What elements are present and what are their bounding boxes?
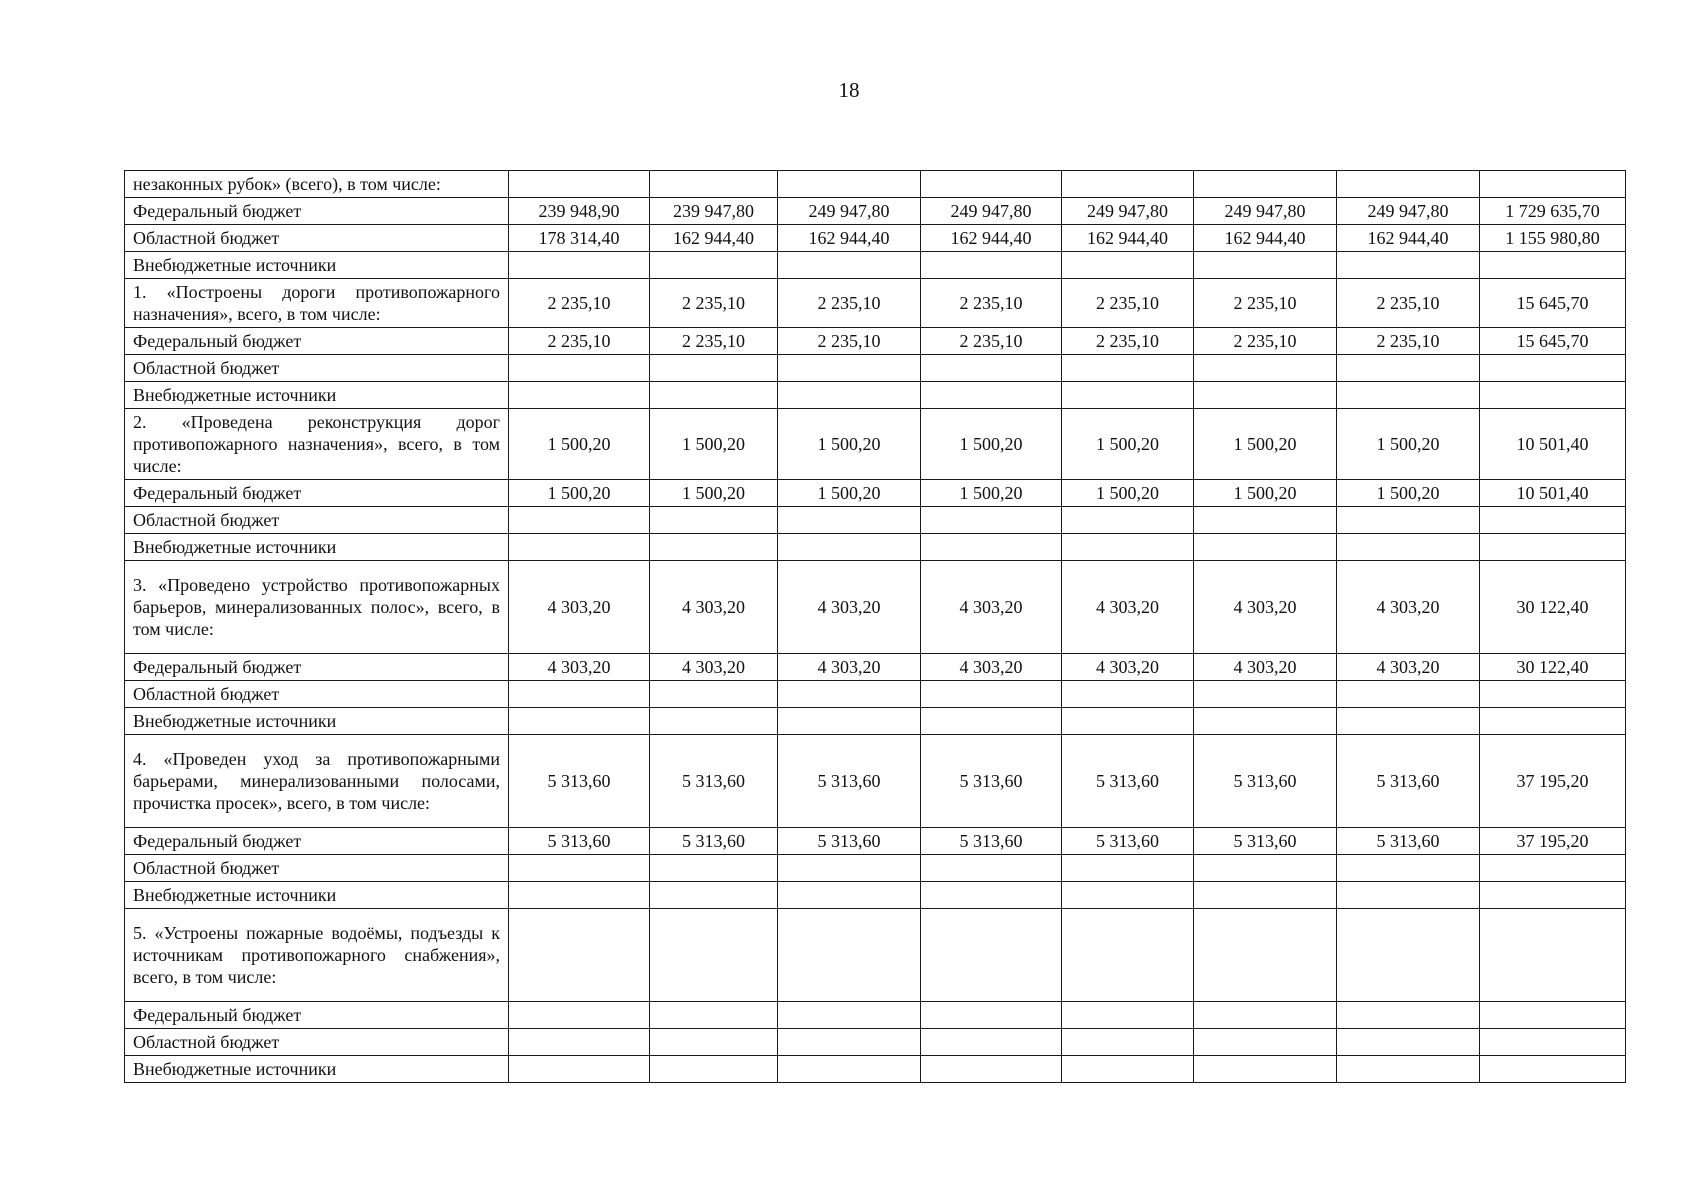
value-cell <box>1480 534 1626 561</box>
value-cell: 2 235,10 <box>509 328 650 355</box>
value-cell: 249 947,80 <box>1062 198 1194 225</box>
row-label: Внебюджетные источники <box>125 708 509 735</box>
value-cell <box>921 171 1062 198</box>
value-cell: 4 303,20 <box>650 654 778 681</box>
value-cell <box>1480 252 1626 279</box>
value-cell <box>509 534 650 561</box>
value-cell <box>650 1056 778 1083</box>
value-cell: 249 947,80 <box>1194 198 1337 225</box>
value-cell <box>778 507 921 534</box>
value-cell: 2 235,10 <box>1194 328 1337 355</box>
value-cell <box>1194 1002 1337 1029</box>
value-cell: 2 235,10 <box>1194 279 1337 328</box>
value-cell: 4 303,20 <box>650 561 778 654</box>
value-cell: 1 500,20 <box>921 480 1062 507</box>
value-cell <box>1194 382 1337 409</box>
value-cell: 162 944,40 <box>650 225 778 252</box>
value-cell: 1 500,20 <box>1062 480 1194 507</box>
value-cell: 2 235,10 <box>650 279 778 328</box>
value-cell <box>921 252 1062 279</box>
table-row <box>125 328 1626 355</box>
value-cell: 239 948,90 <box>509 198 650 225</box>
value-cell <box>1480 507 1626 534</box>
value-cell <box>1337 1002 1480 1029</box>
value-cell: 4 303,20 <box>778 561 921 654</box>
value-cell: 2 235,10 <box>921 279 1062 328</box>
row-label: Федеральный бюджет <box>125 1002 509 1029</box>
value-cell <box>1194 1056 1337 1083</box>
value-cell <box>1194 882 1337 909</box>
value-cell <box>650 681 778 708</box>
value-cell <box>509 507 650 534</box>
value-cell <box>1062 708 1194 735</box>
value-cell: 2 235,10 <box>1062 279 1194 328</box>
page-number: 18 <box>838 78 860 102</box>
value-cell <box>1337 882 1480 909</box>
value-cell <box>650 1002 778 1029</box>
row-label: Федеральный бюджет <box>125 198 509 225</box>
value-cell <box>509 252 650 279</box>
value-cell <box>1062 1029 1194 1056</box>
value-cell <box>1480 382 1626 409</box>
value-cell <box>1194 355 1337 382</box>
value-cell: 5 313,60 <box>509 735 650 828</box>
value-cell: 5 313,60 <box>1062 828 1194 855</box>
value-cell: 2 235,10 <box>778 328 921 355</box>
row-label: Областной бюджет <box>125 1029 509 1056</box>
row-label: Внебюджетные источники <box>125 382 509 409</box>
value-cell: 5 313,60 <box>1337 828 1480 855</box>
value-cell <box>509 355 650 382</box>
row-label: Внебюджетные источники <box>125 882 509 909</box>
value-cell <box>1480 855 1626 882</box>
row-label: незаконных рубок» (всего), в том числе: <box>125 171 509 198</box>
value-cell: 162 944,40 <box>1062 225 1194 252</box>
value-cell: 5 313,60 <box>1062 735 1194 828</box>
value-cell: 4 303,20 <box>509 561 650 654</box>
value-cell <box>1194 708 1337 735</box>
table-row <box>125 480 1626 507</box>
row-label: Областной бюджет <box>125 225 509 252</box>
table-row <box>125 507 1626 534</box>
value-cell: 1 729 635,70 <box>1480 198 1626 225</box>
value-cell: 15 645,70 <box>1480 279 1626 328</box>
value-cell <box>1194 534 1337 561</box>
table-row <box>125 882 1626 909</box>
value-cell: 1 500,20 <box>778 480 921 507</box>
value-cell <box>778 252 921 279</box>
row-label: 4. «Проведен уход за противопожарными барьерами, минерализованными полосами, прочистка просек», всего, в том числе: <box>125 735 509 828</box>
value-cell: 1 500,20 <box>1194 409 1337 480</box>
value-cell: 5 313,60 <box>921 735 1062 828</box>
table-row <box>125 654 1626 681</box>
value-cell: 2 235,10 <box>1337 279 1480 328</box>
value-cell <box>1337 1029 1480 1056</box>
value-cell <box>1194 252 1337 279</box>
row-label: Федеральный бюджет <box>125 828 509 855</box>
value-cell: 37 195,20 <box>1480 735 1626 828</box>
value-cell: 249 947,80 <box>921 198 1062 225</box>
value-cell: 4 303,20 <box>1062 561 1194 654</box>
value-cell <box>1194 909 1337 1002</box>
value-cell <box>921 708 1062 735</box>
value-cell: 5 313,60 <box>1194 735 1337 828</box>
table-row <box>125 198 1626 225</box>
value-cell <box>921 507 1062 534</box>
value-cell <box>1480 882 1626 909</box>
value-cell <box>778 909 921 1002</box>
value-cell <box>921 909 1062 1002</box>
value-cell <box>1480 1056 1626 1083</box>
value-cell <box>1062 1002 1194 1029</box>
value-cell: 1 500,20 <box>509 409 650 480</box>
table-row <box>125 279 1626 328</box>
value-cell <box>650 171 778 198</box>
value-cell <box>1062 855 1194 882</box>
value-cell <box>1337 681 1480 708</box>
value-cell: 2 235,10 <box>921 328 1062 355</box>
table-row <box>125 735 1626 828</box>
value-cell: 5 313,60 <box>921 828 1062 855</box>
table-row <box>125 828 1626 855</box>
value-cell <box>1337 171 1480 198</box>
value-cell: 162 944,40 <box>921 225 1062 252</box>
value-cell: 1 500,20 <box>1062 409 1194 480</box>
table-row <box>125 225 1626 252</box>
value-cell: 4 303,20 <box>1337 561 1480 654</box>
value-cell: 5 313,60 <box>650 735 778 828</box>
value-cell: 4 303,20 <box>778 654 921 681</box>
value-cell <box>509 171 650 198</box>
value-cell <box>509 855 650 882</box>
value-cell <box>509 1029 650 1056</box>
value-cell <box>1062 171 1194 198</box>
value-cell <box>778 355 921 382</box>
value-cell: 5 313,60 <box>778 828 921 855</box>
row-label: Областной бюджет <box>125 355 509 382</box>
row-label: Федеральный бюджет <box>125 480 509 507</box>
value-cell <box>1194 855 1337 882</box>
value-cell: 239 947,80 <box>650 198 778 225</box>
table-row <box>125 855 1626 882</box>
value-cell <box>1062 355 1194 382</box>
value-cell: 2 235,10 <box>650 328 778 355</box>
value-cell: 1 500,20 <box>509 480 650 507</box>
value-cell <box>1480 681 1626 708</box>
value-cell: 15 645,70 <box>1480 328 1626 355</box>
value-cell: 5 313,60 <box>778 735 921 828</box>
value-cell <box>1480 171 1626 198</box>
value-cell <box>1062 507 1194 534</box>
value-cell <box>921 882 1062 909</box>
value-cell: 30 122,40 <box>1480 654 1626 681</box>
row-label: Федеральный бюджет <box>125 654 509 681</box>
value-cell: 2 235,10 <box>1337 328 1480 355</box>
value-cell: 4 303,20 <box>1062 654 1194 681</box>
value-cell <box>921 1029 1062 1056</box>
row-label: 1. «Построены дороги противопожарного назначения», всего, в том числе: <box>125 279 509 328</box>
value-cell: 5 313,60 <box>650 828 778 855</box>
value-cell <box>1337 534 1480 561</box>
value-cell <box>921 355 1062 382</box>
value-cell <box>1194 681 1337 708</box>
value-cell <box>1480 708 1626 735</box>
value-cell <box>1337 382 1480 409</box>
value-cell: 2 235,10 <box>778 279 921 328</box>
value-cell <box>778 882 921 909</box>
value-cell <box>778 1002 921 1029</box>
value-cell <box>1337 507 1480 534</box>
value-cell <box>1062 534 1194 561</box>
value-cell: 1 500,20 <box>650 409 778 480</box>
value-cell: 4 303,20 <box>1194 561 1337 654</box>
value-cell <box>650 507 778 534</box>
value-cell: 4 303,20 <box>509 654 650 681</box>
row-label: Федеральный бюджет <box>125 328 509 355</box>
value-cell: 1 500,20 <box>1337 480 1480 507</box>
value-cell <box>778 382 921 409</box>
value-cell <box>1062 882 1194 909</box>
value-cell: 5 313,60 <box>1337 735 1480 828</box>
value-cell <box>1337 909 1480 1002</box>
value-cell: 1 500,20 <box>778 409 921 480</box>
value-cell: 162 944,40 <box>1194 225 1337 252</box>
value-cell <box>650 1029 778 1056</box>
value-cell <box>1194 507 1337 534</box>
value-cell: 2 235,10 <box>509 279 650 328</box>
value-cell <box>1480 909 1626 1002</box>
value-cell <box>650 882 778 909</box>
value-cell: 162 944,40 <box>1337 225 1480 252</box>
value-cell: 5 313,60 <box>1194 828 1337 855</box>
value-cell: 1 155 980,80 <box>1480 225 1626 252</box>
value-cell <box>1062 681 1194 708</box>
value-cell <box>1337 252 1480 279</box>
table-row <box>125 1002 1626 1029</box>
row-label: Внебюджетные источники <box>125 534 509 561</box>
table-row <box>125 909 1626 1002</box>
table-row <box>125 382 1626 409</box>
value-cell <box>1337 1056 1480 1083</box>
table-row <box>125 681 1626 708</box>
value-cell: 162 944,40 <box>778 225 921 252</box>
value-cell <box>509 382 650 409</box>
row-label: 3. «Проведено устройство противопожарных барьеров, минерализованных полос», всего, в том числе: <box>125 561 509 654</box>
value-cell <box>509 882 650 909</box>
row-label: Областной бюджет <box>125 507 509 534</box>
value-cell: 1 500,20 <box>1337 409 1480 480</box>
value-cell <box>921 534 1062 561</box>
value-cell <box>1337 855 1480 882</box>
value-cell: 4 303,20 <box>921 654 1062 681</box>
table-row <box>125 355 1626 382</box>
value-cell <box>778 534 921 561</box>
value-cell <box>778 1056 921 1083</box>
table-row <box>125 171 1626 198</box>
value-cell: 10 501,40 <box>1480 480 1626 507</box>
value-cell <box>509 708 650 735</box>
value-cell <box>921 1002 1062 1029</box>
value-cell <box>778 681 921 708</box>
value-cell <box>1062 909 1194 1002</box>
value-cell <box>509 909 650 1002</box>
budget-table-body <box>125 171 1626 1083</box>
table-row <box>125 1056 1626 1083</box>
value-cell: 1 500,20 <box>921 409 1062 480</box>
value-cell <box>921 382 1062 409</box>
table-row <box>125 1029 1626 1056</box>
table-row <box>125 252 1626 279</box>
value-cell: 30 122,40 <box>1480 561 1626 654</box>
value-cell <box>509 1002 650 1029</box>
value-cell: 5 313,60 <box>509 828 650 855</box>
value-cell: 10 501,40 <box>1480 409 1626 480</box>
value-cell <box>509 1056 650 1083</box>
value-cell <box>921 681 1062 708</box>
value-cell <box>1194 171 1337 198</box>
value-cell <box>921 1056 1062 1083</box>
value-cell <box>650 382 778 409</box>
value-cell: 4 303,20 <box>921 561 1062 654</box>
table-row <box>125 409 1626 480</box>
value-cell <box>509 681 650 708</box>
value-cell <box>650 355 778 382</box>
table-row <box>125 534 1626 561</box>
value-cell <box>650 252 778 279</box>
budget-table <box>124 170 1626 1083</box>
value-cell <box>778 171 921 198</box>
value-cell: 4 303,20 <box>1194 654 1337 681</box>
row-label: 2. «Проведена реконструкция дорог противопожарного назначения», всего, в том числе: <box>125 409 509 480</box>
table-row <box>125 561 1626 654</box>
row-label: Областной бюджет <box>125 855 509 882</box>
value-cell: 178 314,40 <box>509 225 650 252</box>
row-label: Областной бюджет <box>125 681 509 708</box>
value-cell: 249 947,80 <box>1337 198 1480 225</box>
value-cell: 249 947,80 <box>778 198 921 225</box>
value-cell <box>1062 1056 1194 1083</box>
value-cell: 4 303,20 <box>1337 654 1480 681</box>
value-cell <box>1337 708 1480 735</box>
row-label: Внебюджетные источники <box>125 252 509 279</box>
value-cell <box>1480 355 1626 382</box>
value-cell <box>1062 382 1194 409</box>
value-cell <box>1480 1002 1626 1029</box>
value-cell <box>650 534 778 561</box>
value-cell <box>1062 252 1194 279</box>
value-cell: 37 195,20 <box>1480 828 1626 855</box>
row-label: Внебюджетные источники <box>125 1056 509 1083</box>
value-cell <box>778 1029 921 1056</box>
value-cell <box>1337 355 1480 382</box>
value-cell <box>778 708 921 735</box>
value-cell <box>921 855 1062 882</box>
value-cell <box>778 855 921 882</box>
value-cell <box>650 909 778 1002</box>
table-row <box>125 708 1626 735</box>
row-label: 5. «Устроены пожарные водоёмы, подъезды к источникам противопожарного снабжения», всего, в том числе: <box>125 909 509 1002</box>
value-cell <box>1194 1029 1337 1056</box>
value-cell <box>650 855 778 882</box>
value-cell <box>1480 1029 1626 1056</box>
value-cell: 1 500,20 <box>650 480 778 507</box>
value-cell: 2 235,10 <box>1062 328 1194 355</box>
value-cell <box>650 708 778 735</box>
value-cell: 1 500,20 <box>1194 480 1337 507</box>
